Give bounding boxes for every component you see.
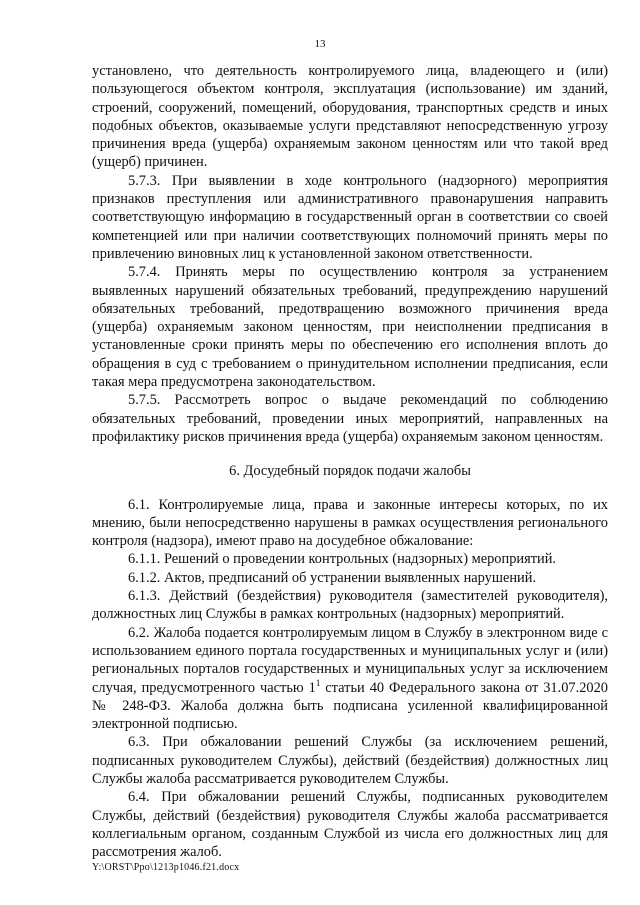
paragraph-6-1: 6.1. Контролируемые лица, права и законные интересы которых, по их мнению, были непосредственно нарушены в рамках осуществления регионального контроля (надзора), имеют право на досудебное обжалование: bbox=[92, 496, 608, 550]
paragraph-6-1-3: 6.1.3. Действий (бездействия) руководителя (заместителей руководителя), должностных лиц Службы в рамках контрольных (надзорных) мероприятий. bbox=[92, 588, 608, 623]
paragraph-6-2-text-end: статьи 40 Федерального закона от 31.07.2020 № 248-ФЗ. Жалоба должна быть подписана усиленной квалифицированной электронной подписью. bbox=[92, 679, 608, 733]
paragraph-6-2-text-start: 6.2. Жалоба подается контролируемым лицом в Службу в электронном виде с использованием единого портала государственных и муниципальных услуг и (или) региональных порталов государственных и муниципальных услуг за исключением случая, предусмотренного частью 1 bbox=[92, 624, 608, 696]
paragraph-5-7-3: 5.7.3. При выявлении в ходе контрольного (надзорного) мероприятия признаков преступления или административного правонарушения направить соответствующую информацию в государственный орган в соответствии со своей компетенцией или при наличии соответствующих полномочий принять меры по привлечению виновных лиц к установленной законом ответственности. bbox=[92, 172, 608, 262]
paragraph-6-1-2: 6.1.2. Актов, предписаний об устранении выявленных нарушений. bbox=[128, 569, 537, 586]
paragraph-6-4: 6.4. При обжаловании решений Службы, подписанных руководителем Службы, действий (бездействия) руководителя Службы жалоба рассматривается коллегиальным органом, созданным Службой из числа его должностных лиц для рассмотрения жалоб. bbox=[92, 789, 608, 861]
superscript-marker: 1 bbox=[315, 677, 321, 688]
paragraph-6-2 bbox=[92, 624, 608, 734]
paragraph-6-3: 6.3. При обжаловании решений Службы (за исключением решений, подписанных руководителем Службы), действий (бездействия) должностных лиц Службы жалоба рассматривается руководителем Службы. bbox=[92, 734, 608, 787]
paragraph-5-7-4: 5.7.4. Принять меры по осуществлению контроля за устранением выявленных нарушений обязательных требований, предупреждению нарушений обязательных требований, предотвращению возможного причинения вреда (ущерба) охраняемым законом ценностям, при неисполнении предписания в установленные сроки принять меры по обеспечению его исполнения вплоть до обращения в суд с требованием о принудительном исполнении предписания, если такая мера предусмотрена законодательством. bbox=[92, 264, 608, 391]
section-heading: 6. Досудебный порядок подачи жалобы bbox=[229, 463, 471, 480]
paragraph-5-7-5: 5.7.5. Рассмотреть вопрос о выдаче рекомендаций по соблюдению обязательных требований, проведении иных мероприятий, направленных на профилактику рисков причинения вреда (ущерба) охраняемым законом ценностям. bbox=[92, 392, 608, 445]
page-number: 13 bbox=[314, 38, 326, 50]
document-body bbox=[92, 62, 608, 861]
footer-file-path: Y:\ORST\Ppo\1213p1046.f21.docx bbox=[92, 862, 240, 873]
paragraph-6-1-1: 6.1.1. Решений о проведении контрольных (надзорных) мероприятий. bbox=[128, 551, 556, 568]
paragraph-continuation: установлено, что деятельность контролируемого лица, владеющего и (или) пользующегося объектом контроля, эксплуатация (использование) им зданий, строений, сооружений, помещений, оборудования, транспортных средств и иных подобных объектов, оказываемые услуги представляют непосредственную угрозу причинения вреда (ущерба) охраняемым законом ценностям или что такой вред (ущерб) причинен. bbox=[92, 63, 608, 171]
